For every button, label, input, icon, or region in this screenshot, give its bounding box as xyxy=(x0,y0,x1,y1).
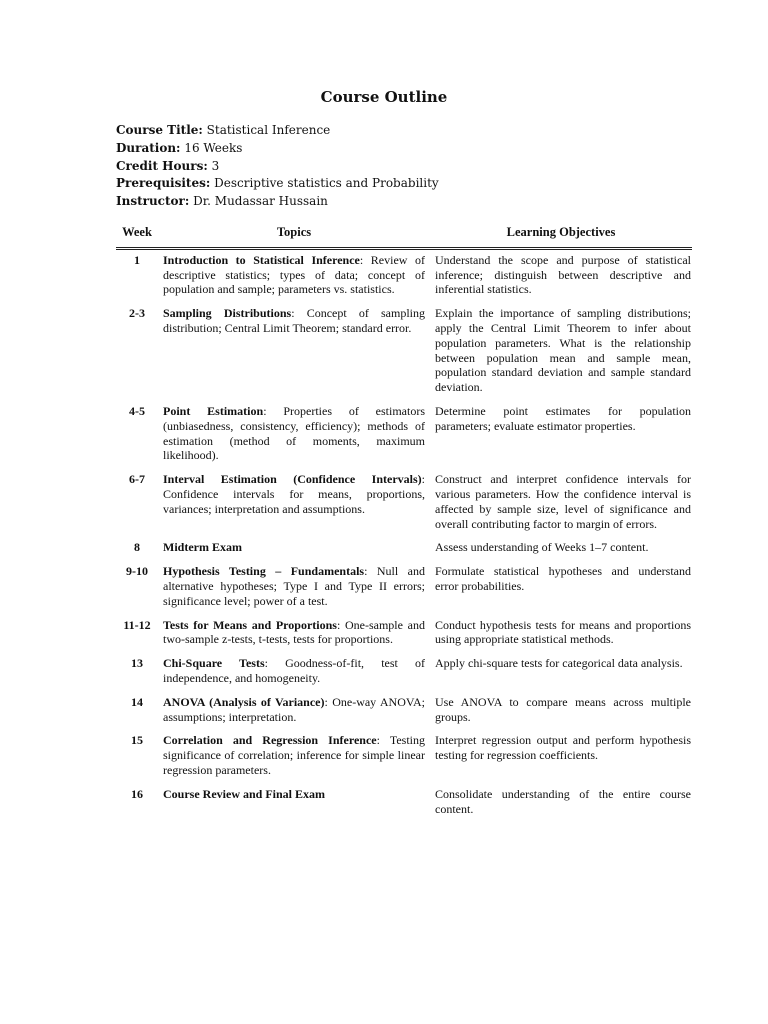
topic-cell xyxy=(158,787,430,826)
objective-cell: Explain the importance of sampling distributions; apply the Central Limit Theorem to infer about population parameters. What is the relationship between population mean and sample mean, population standard deviation and sample standard deviation. xyxy=(435,306,691,395)
course-outline-table xyxy=(116,224,692,825)
topic-title: Midterm Exam xyxy=(163,540,242,555)
objective-cell: Determine point estimates for population parameters; evaluate estimator properties. xyxy=(435,403,691,433)
topic-detail: : One-way ANOVA; assumptions; interpretation. xyxy=(163,694,425,724)
credit-hours-line xyxy=(116,158,439,176)
topic-title: Chi-Square Tests xyxy=(163,656,265,671)
table-row xyxy=(116,733,692,786)
table-row xyxy=(116,695,692,734)
objective-cell: Conduct hypothesis tests for means and proportions using appropriate statistical methods. xyxy=(435,617,691,647)
table-row xyxy=(116,472,692,540)
objective-cell: Assess understanding of Weeks 1–7 content. xyxy=(435,540,649,555)
topic-title: Tests for Means and Proportions xyxy=(163,617,337,632)
topic-detail: : Review of descriptive statistics; types of data; concept of population and sample; parameters vs. statistics. xyxy=(163,252,425,297)
topic-title: Interval Estimation (Confidence Intervals) xyxy=(163,472,422,487)
topic-title: Introduction to Statistical Inference xyxy=(163,252,360,267)
duration-value: 16 Weeks xyxy=(184,140,243,155)
prerequisites-line xyxy=(116,175,439,193)
table-row xyxy=(116,248,692,306)
topic-detail: : Goodness-of-fit, test of independence, and homogeneity. xyxy=(163,656,425,685)
week-cell: 4-5 xyxy=(129,403,145,418)
objective-cell: Interpret regression output and perform hypothesis testing for regression coefficients. xyxy=(435,733,691,763)
week-cell: 16 xyxy=(131,786,143,801)
week-cell: 2-3 xyxy=(129,306,145,321)
page-title: Course Outline xyxy=(320,88,448,106)
table-row xyxy=(116,306,692,404)
topic-cell xyxy=(158,656,430,695)
topic-title: ANOVA (Analysis of Variance) xyxy=(163,694,325,709)
week-header: Week xyxy=(116,224,158,248)
table-row xyxy=(116,404,692,472)
objectives-header: Learning Objectives xyxy=(430,224,692,248)
course-title-line xyxy=(116,122,439,140)
week-cell: 14 xyxy=(131,694,143,709)
topic-cell xyxy=(158,564,430,617)
week-cell: 13 xyxy=(131,656,143,671)
topic-cell xyxy=(158,540,430,564)
instructor-line xyxy=(116,193,439,211)
week-cell: 8 xyxy=(134,540,140,555)
topic-detail: : Null and alternative hypotheses; Type I and Type II errors; significance level; power of a test. xyxy=(163,564,426,608)
topic-cell xyxy=(158,733,430,786)
table-row xyxy=(116,564,692,617)
instructor-value: Dr. Mudassar Hussain xyxy=(193,194,328,209)
course-title-value: Statistical Inference xyxy=(206,123,331,137)
table-header-row xyxy=(116,224,692,248)
topic-detail: : Properties of estimators (unbiasedness, consistency, efficiency); methods of estimation (method of moments, maximum likelihood). xyxy=(163,403,426,463)
instructor-label: Instructor: xyxy=(116,194,190,209)
table-row xyxy=(116,618,692,657)
duration-line xyxy=(116,140,439,158)
topic-cell xyxy=(158,248,430,306)
table-row xyxy=(116,656,692,695)
week-cell: 6-7 xyxy=(129,472,145,487)
topic-detail: : One-sample and two-sample z-tests, t-tests, tests for proportions. xyxy=(163,617,425,647)
topic-cell xyxy=(158,306,430,404)
week-cell: 9-10 xyxy=(126,564,148,579)
credit-hours-label: Credit Hours: xyxy=(116,158,208,173)
table-row xyxy=(116,540,692,564)
week-cell: 11-12 xyxy=(123,617,151,632)
topic-cell xyxy=(158,404,430,472)
objective-cell: Use ANOVA to compare means across multiple groups. xyxy=(435,694,691,724)
objective-cell: Construct and interpret confidence intervals for various parameters. How the confidence interval is affected by sample size, level of significance and overall contributing factor to margin of errors. xyxy=(435,472,691,531)
objective-cell: Formulate statistical hypotheses and understand error probabilities. xyxy=(435,564,691,593)
topic-detail: : Testing significance of correlation; inference for simple linear regression parameters. xyxy=(163,733,425,777)
topic-cell xyxy=(158,618,430,657)
credit-hours-value: 3 xyxy=(211,158,220,173)
prerequisites-label: Prerequisites: xyxy=(116,176,211,191)
topics-header: Topics xyxy=(158,224,430,248)
prerequisites-value: Descriptive statistics and Probability xyxy=(214,176,439,191)
topic-cell xyxy=(158,695,430,734)
topic-detail: : Confidence intervals for means, proportions, variances; interpretation and assumptions. xyxy=(163,472,425,516)
topic-cell xyxy=(158,472,430,540)
topic-detail: : Concept of sampling distribution; Central Limit Theorem; standard error. xyxy=(163,306,425,335)
week-cell: 1 xyxy=(134,252,140,267)
topic-title: Correlation and Regression Inference xyxy=(163,733,377,748)
objective-cell: Understand the scope and purpose of statistical inference; distinguish between descriptive and inferential statistics. xyxy=(435,252,691,297)
duration-label: Duration: xyxy=(116,140,181,155)
course-info xyxy=(116,122,439,211)
topic-title: Sampling Distributions xyxy=(163,306,292,321)
topic-title: Hypothesis Testing – Fundamentals xyxy=(163,564,365,579)
objective-cell: Apply chi-square tests for categorical data analysis. xyxy=(435,656,683,671)
course-title-label: Course Title: xyxy=(116,123,203,137)
table-row xyxy=(116,787,692,826)
topic-title: Course Review and Final Exam xyxy=(163,786,325,801)
topic-title: Point Estimation xyxy=(163,403,264,418)
week-cell: 15 xyxy=(131,733,143,748)
objective-cell: Consolidate understanding of the entire course content. xyxy=(435,786,691,816)
